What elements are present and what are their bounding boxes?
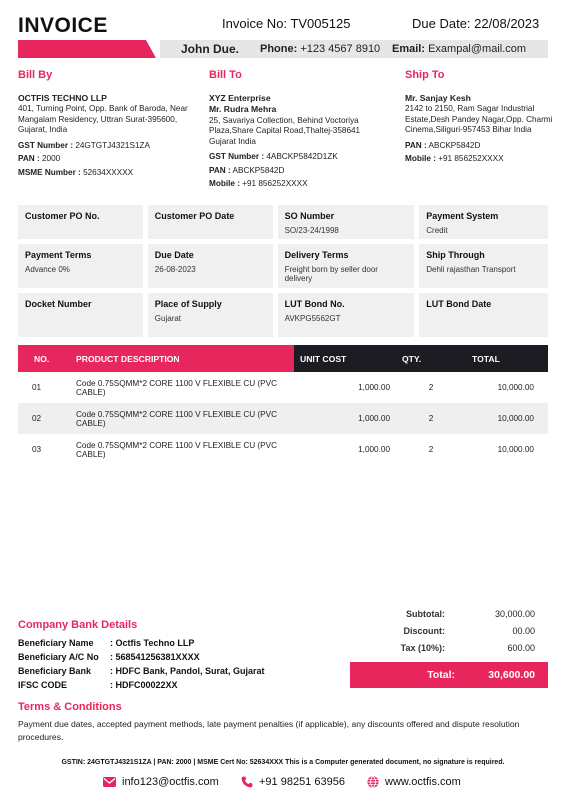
contact-phone (260, 43, 380, 55)
row-qty: 2 (428, 383, 434, 392)
info-label: Ship Through (426, 250, 485, 260)
terms-heading: Terms & Conditions (18, 701, 122, 713)
ship-to-mobile (405, 154, 555, 165)
info-value: Gujarat (154, 314, 182, 323)
footer-email-text: info123@octfis.com (122, 776, 219, 788)
header-total: TOTAL (466, 345, 548, 372)
info-value: SO/23-24/1998 (284, 226, 339, 235)
bill-by-pan (18, 154, 193, 165)
info-value: Advance 0% (25, 265, 70, 274)
bill-by-address: 401, Turning Point, Opp. Bank of Baroda, Near Mangalam Residency, Uttran Surat-395600, Gujarat, India (18, 104, 188, 134)
contact-email (392, 43, 526, 55)
discount-label: Discount: (403, 625, 445, 636)
row-description: Code 0.75SQMM*2 CORE 1100 V FLEXIBLE CU (PVC CABLE) (76, 378, 277, 397)
bill-by-gst (18, 141, 193, 152)
bill-to-gst-value: 4ABCKP5842D1ZK (266, 152, 338, 161)
globe-icon (367, 776, 379, 788)
row-description: Code 0.75SQMM*2 CORE 1100 V FLEXIBLE CU (PVC CABLE) (70, 403, 294, 434)
ship-to-pan (405, 141, 555, 152)
info-label: Due Date (154, 250, 194, 260)
info-ship-through (419, 244, 548, 288)
row-description: Code 0.75SQMM*2 CORE 1100 V FLEXIBLE CU (PVC CABLE) (76, 440, 277, 459)
info-docket-number (18, 293, 143, 337)
info-label: LUT Bond Date (426, 299, 492, 309)
bank-value: : Octfis Techno LLP (110, 638, 195, 648)
row-total: 10,000.00 (497, 383, 534, 392)
footer-email[interactable] (103, 776, 219, 788)
header-unit-cost: UNIT COST (294, 345, 396, 372)
total-value: 30,600.00 (488, 669, 535, 681)
row-total: 10,000.00 (497, 445, 534, 454)
due-date-label: Due Date: (412, 16, 471, 31)
bill-to-mobile (209, 179, 384, 190)
bank-label: IFSC CODE (18, 680, 68, 690)
row-qty: 2 (396, 403, 466, 434)
table-header-row (18, 345, 548, 372)
row-unit-cost: 1,000.00 (358, 445, 390, 454)
ship-to-pan-value: ABCKP5842D (428, 140, 481, 150)
info-lut-bond-date (419, 293, 548, 337)
tax-value: 600.00 (507, 642, 535, 653)
info-value: AVKPG5562GT (284, 314, 341, 323)
bank-value: : 568541256381XXXX (110, 652, 200, 662)
contact-name: John Due. (181, 42, 240, 56)
bill-by-msme-label: MSME Number : (18, 167, 81, 177)
bank-row (18, 664, 265, 678)
header-description: PRODUCT DESCRIPTION (70, 345, 294, 372)
header-no: NO. (18, 345, 70, 372)
bill-by-msme-value: 52634XXXXX (83, 167, 134, 177)
row-total: 10,000.00 (466, 403, 548, 434)
ship-to-mobile-value: +91 856252XXXX (438, 154, 504, 163)
invoice-title: INVOICE (18, 14, 108, 37)
contact-phone-value: +123 4567 8910 (300, 43, 381, 55)
grand-total (350, 662, 548, 688)
footer-note: GSTIN: 24GTGTJ4321S1ZA | PAN: 2000 | MSME Cert No: 52634XXX This is a Computer generated document, no signature is required. (61, 759, 505, 766)
subtotal-row (350, 605, 548, 622)
table-row (18, 372, 548, 403)
bill-to-gst (209, 152, 384, 163)
contact-email-label: Email: (392, 43, 426, 55)
bill-by-pan-value: 2000 (41, 154, 61, 163)
invoice-number-label: Invoice No: (222, 16, 288, 31)
info-value: Dehli rajasthan Transport (426, 265, 516, 274)
due-date-value: 22/08/2023 (474, 16, 540, 31)
info-label: Customer PO Date (154, 211, 235, 221)
contact-email-value[interactable]: Exampal@mail.com (428, 43, 527, 55)
total-label: Total: (427, 669, 455, 681)
mail-icon (103, 777, 116, 787)
info-so-number (278, 205, 415, 239)
bill-by-section (18, 70, 193, 181)
ship-to-mobile-label: Mobile : (405, 154, 436, 163)
footer-website[interactable] (367, 776, 461, 788)
info-label: LUT Bond No. (284, 299, 345, 309)
terms-text: Payment due dates, accepted payment methods, late payment penalties (if applicable), any discounts offered and dispute resolution procedures. (18, 719, 520, 742)
info-label: Docket Number (25, 299, 92, 309)
bill-to-pan (209, 166, 384, 177)
row-no: 01 (32, 383, 42, 392)
ship-to-name: Mr. Sanjay Kesh (405, 92, 471, 103)
totals-summary (350, 605, 548, 656)
info-label: Place of Supply (154, 299, 222, 309)
contact-strip (160, 40, 548, 58)
row-qty: 2 (428, 445, 434, 454)
info-label: Payment System (426, 211, 499, 221)
discount-row (350, 622, 548, 639)
bill-to-mobile-label: Mobile : (209, 179, 240, 188)
tax-label: Tax (10%): (400, 642, 445, 653)
info-payment-terms (18, 244, 143, 288)
info-label: SO Number (284, 211, 335, 221)
bank-row (18, 678, 265, 692)
bill-to-heading: Bill To (209, 69, 242, 81)
info-lut-bond-no (278, 293, 415, 337)
info-value: 26-08-2023 (154, 265, 196, 274)
info-value: Freight born by seller door delivery (284, 265, 378, 283)
phone-icon (241, 776, 253, 788)
bank-row (18, 650, 265, 664)
info-label: Delivery Terms (284, 250, 349, 260)
info-value: Credit (426, 226, 448, 235)
contact-phone-label: Phone: (260, 43, 298, 55)
bank-value: : HDFC Bank, Pandol, Surat, Gujarat (110, 666, 265, 676)
info-label: Payment Terms (25, 250, 92, 260)
table-row (18, 434, 548, 465)
ship-to-pan-label: PAN : (405, 140, 427, 150)
bank-row (18, 636, 265, 650)
discount-value: 00.00 (512, 625, 535, 636)
bill-by-gst-label: GST Number : (18, 140, 74, 150)
bill-by-gst-value: 24GTGTJ4321S1ZA (75, 140, 150, 150)
subtotal-label: Subtotal: (406, 608, 445, 619)
footer-phone-text: +91 98251 63956 (259, 776, 345, 788)
items-table (18, 345, 548, 465)
info-payment-system (419, 205, 548, 239)
bank-value: : HDFC00022XX (110, 680, 178, 690)
bill-to-address: 25, Savariya Collection, Behind Voctoriya Plaza,Share Capital Road,Thaltej-358641 Gujarat India (209, 115, 361, 146)
subtotal-value: 30,000.00 (494, 608, 535, 619)
bill-to-company: XYZ Enterprise (209, 92, 271, 103)
ship-to-address: 2142 to 2150, Ram Sagar Industrial Estate,Desh Pandey Nagar,Opp. Charmi Cinema,Siliguri-957453 Bihar India (405, 104, 553, 134)
footer-phone[interactable] (241, 776, 345, 788)
bank-label: Beneficiary Name (18, 638, 94, 648)
info-customer-po-date (148, 205, 273, 239)
row-no: 03 (32, 445, 42, 454)
bill-by-pan-label: PAN : (18, 154, 40, 163)
tax-row (350, 639, 548, 656)
order-info-grid (18, 205, 548, 342)
bill-by-msme (18, 168, 193, 179)
due-date (412, 16, 539, 31)
bill-to-pan-value: ABCKP5842D (232, 165, 285, 175)
bank-label: Beneficiary A/C No (18, 652, 99, 662)
ship-to-section (405, 70, 555, 168)
info-customer-po-no (18, 205, 143, 239)
info-due-date (148, 244, 273, 288)
bank-details (18, 636, 265, 692)
header-accent-bar (18, 40, 156, 58)
header-qty: QTY. (396, 345, 466, 372)
bill-to-name: Mr. Rudra Mehra (209, 104, 277, 114)
bill-by-heading: Bill By (18, 69, 53, 81)
footer-website-text: www.octfis.com (385, 776, 461, 788)
info-delivery-terms (278, 244, 415, 288)
table-row (18, 403, 548, 434)
bank-details-heading: Company Bank Details (18, 619, 138, 631)
bill-to-section (209, 70, 384, 193)
info-place-of-supply (148, 293, 273, 337)
bank-label: Beneficiary Bank (18, 666, 92, 676)
ship-to-heading: Ship To (405, 69, 445, 81)
bill-to-pan-label: PAN : (209, 165, 231, 175)
row-unit-cost: 1,000.00 (358, 383, 390, 392)
row-no: 02 (18, 403, 70, 434)
info-label: Customer PO No. (25, 211, 100, 221)
invoice-number-value: TV005125 (290, 16, 351, 31)
bill-by-name: OCTFIS TECHNO LLP (18, 92, 107, 103)
row-unit-cost: 1,000.00 (294, 403, 396, 434)
bill-to-mobile-value: +91 856252XXXX (242, 179, 308, 188)
bill-to-gst-label: GST Number : (209, 152, 265, 161)
invoice-number (222, 16, 350, 31)
